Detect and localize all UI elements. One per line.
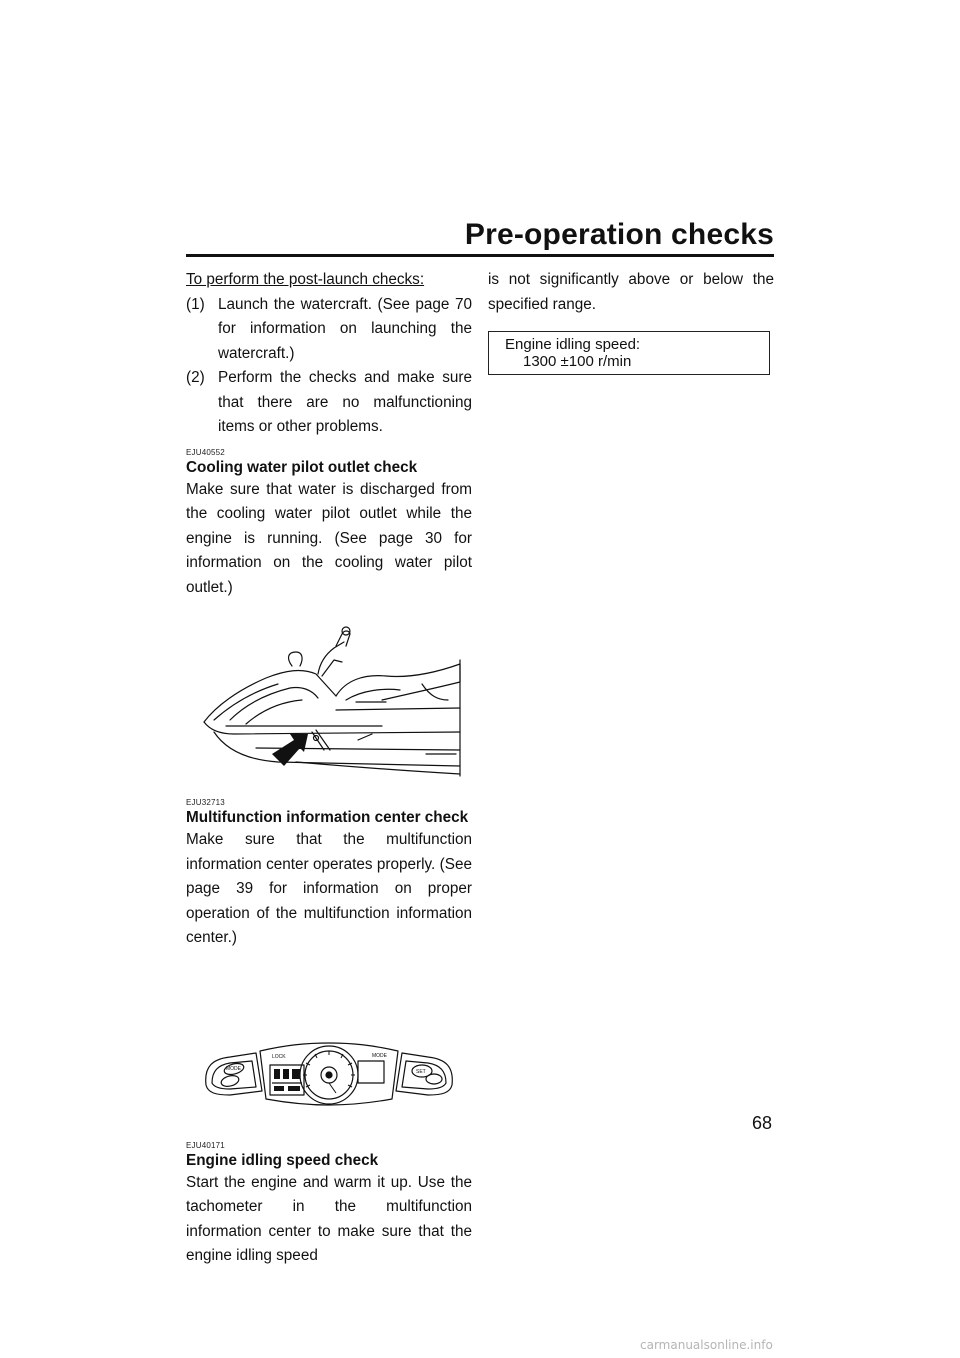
right-column xyxy=(488,268,774,375)
page-title: Pre-operation checks xyxy=(464,218,774,251)
step-text: Launch the watercraft. (See page 70 for information on launching the watercraft.) xyxy=(218,295,472,362)
step-1 xyxy=(186,293,472,367)
post-launch-heading: To perform the post-launch checks: xyxy=(186,271,425,288)
step-text: Perform the checks and make sure that there are no malfunctioning items or other problems. xyxy=(218,369,472,435)
watermark: carmanualsonline.info xyxy=(640,1338,773,1352)
section-code: EJU40552 xyxy=(186,447,225,457)
header-rule xyxy=(186,254,774,257)
spec-box xyxy=(488,331,770,375)
section-body: Make sure that water is discharged from the cooling water pilot outlet while the engine is running. (See page 30 for information on the cooling water pilot outlet.) xyxy=(186,480,472,596)
section-heading: Multifunction information center check xyxy=(186,809,469,826)
step-2 xyxy=(186,366,472,440)
section-body: Start the engine and warm it up. Use the tachometer in the multifunction information center to make sure that the engine idling speed xyxy=(186,1173,472,1264)
section-body: Make sure that the multifunction information center operates properly. (See page 39 for information on proper operation of the multifunction information center.) xyxy=(186,831,472,946)
instrument-panel-drawing xyxy=(186,955,472,1135)
section-body-continued: is not significantly above or below the specified range. xyxy=(488,271,774,313)
section-heading: Engine idling speed check xyxy=(186,1151,379,1169)
right-indicator-label: MODE xyxy=(372,1052,387,1059)
page-number: 68 xyxy=(752,1113,773,1133)
step-number: (2) xyxy=(186,369,205,386)
instrument-panel-illustration xyxy=(186,955,472,1135)
spec-value: 1300 ±100 r/min xyxy=(523,353,632,370)
section-code: EJU32713 xyxy=(186,798,225,807)
spec-label: Engine idling speed: xyxy=(505,336,641,353)
left-button-label: MODE xyxy=(226,1065,241,1072)
left-column xyxy=(186,268,472,1269)
section-code: EJU40171 xyxy=(186,1140,225,1150)
step-number: (1) xyxy=(186,295,205,313)
section-heading: Cooling water pilot outlet check xyxy=(186,458,418,476)
watercraft-drawing xyxy=(186,604,472,792)
right-button-label: SET xyxy=(416,1068,426,1075)
watercraft-illustration xyxy=(186,604,472,792)
left-indicator-label: LOCK xyxy=(272,1053,286,1060)
